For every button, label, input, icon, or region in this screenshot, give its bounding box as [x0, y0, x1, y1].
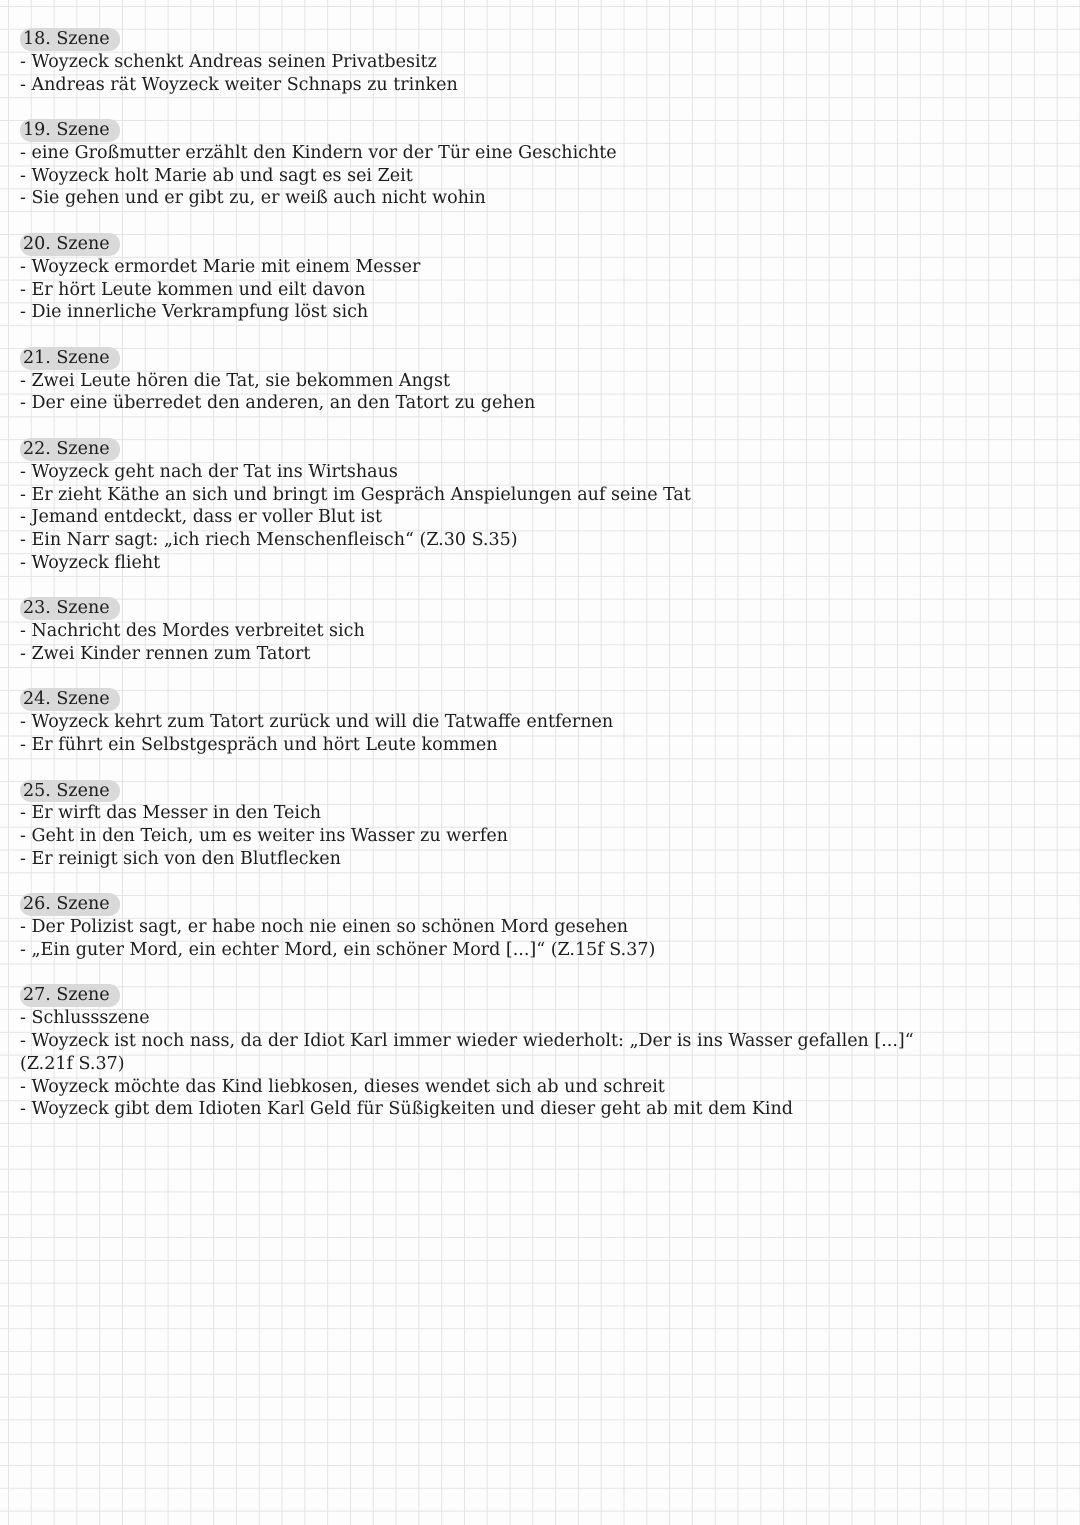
scene-bullet: - Woyzeck schenkt Andreas seinen Privatbesitz	[20, 51, 437, 72]
scene-bullet: - Woyzeck holt Marie ab und sagt es sei Zeit	[20, 165, 413, 186]
scene-bullet: - Ein Narr sagt: „ich riech Menschenfleisch“ (Z.30 S.35)	[20, 530, 518, 551]
scene-bullet: - Er wirft das Messer in den Teich	[20, 803, 322, 824]
notes-page	[20, 28, 1060, 1144]
scene-bullet: - Der eine überredet den anderen, an den Tatort zu gehen	[20, 393, 536, 414]
scene-bullet: - Nachricht des Mordes verbreitet sich	[20, 621, 365, 642]
scene-21	[20, 347, 1060, 415]
scene-bullet: - Er zieht Käthe an sich und bringt im Gespräch Anspielungen auf seine Tat	[20, 484, 691, 505]
scene-bullet: - Jemand entdeckt, dass er voller Blut ist	[20, 507, 382, 528]
scene-heading: 23. Szene	[20, 597, 120, 620]
scene-bullet: - Woyzeck ermordet Marie mit einem Messer	[20, 256, 421, 277]
scene-18	[20, 28, 1060, 96]
scene-bullet: - Er führt ein Selbstgespräch und hört Leute kommen	[20, 735, 498, 756]
scene-bullet: - Er reinigt sich von den Blutflecken	[20, 848, 341, 869]
scene-bullet: - Sie gehen und er gibt zu, er weiß auch nicht wohin	[20, 188, 486, 209]
scene-bullet: - Er hört Leute kommen und eilt davon	[20, 279, 366, 300]
scene-heading: 25. Szene	[20, 780, 120, 803]
scene-20	[20, 233, 1060, 324]
scene-heading: 20. Szene	[20, 233, 120, 256]
scene-bullet: - „Ein guter Mord, ein echter Mord, ein schöner Mord [...]“ (Z.15f S.37)	[20, 940, 656, 960]
scene-26	[20, 893, 1060, 961]
scene-27	[20, 984, 1060, 1121]
scene-22	[20, 438, 1060, 575]
scene-24	[20, 688, 1060, 756]
scene-bullet: - Woyzeck ist noch nass, da der Idiot Karl immer wieder wiederholt: „Der is ins Wasser gefallen [...]“ (Z.21f S.37)	[20, 1031, 914, 1074]
scene-bullet: - Zwei Kinder rennen zum Tatort	[20, 643, 311, 664]
scene-bullet: - Die innerliche Verkrampfung löst sich	[20, 302, 369, 323]
scene-bullet: - eine Großmutter erzählt den Kindern vor der Tür eine Geschichte	[20, 142, 617, 163]
scene-bullet: - Woyzeck geht nach der Tat ins Wirtshaus	[20, 461, 398, 482]
scene-bullet: - Zwei Leute hören die Tat, sie bekommen Angst	[20, 370, 451, 391]
scene-bullet: - Schlussszene	[20, 1008, 150, 1029]
scene-bullet: - Woyzeck kehrt zum Tatort zurück und will die Tatwaffe entfernen	[20, 712, 614, 733]
scene-bullet: - Der Polizist sagt, er habe noch nie einen so schönen Mord gesehen	[20, 917, 629, 938]
scene-heading: 27. Szene	[20, 984, 120, 1007]
scene-25	[20, 780, 1060, 871]
scene-heading: 24. Szene	[20, 688, 120, 711]
scene-bullet: - Geht in den Teich, um es weiter ins Wasser zu werfen	[20, 826, 508, 847]
scene-heading: 21. Szene	[20, 347, 120, 370]
scene-heading: 19. Szene	[20, 119, 120, 142]
scene-bullet: - Woyzeck möchte das Kind liebkosen, dieses wendet sich ab und schreit	[20, 1076, 665, 1097]
scene-bullet: - Woyzeck gibt dem Idioten Karl Geld für Süßigkeiten und dieser geht ab mit dem Kind	[20, 1099, 793, 1120]
scene-19	[20, 119, 1060, 210]
scene-heading: 26. Szene	[20, 893, 120, 916]
scene-23	[20, 597, 1060, 665]
scene-bullet: - Woyzeck flieht	[20, 552, 161, 573]
scene-heading: 18. Szene	[20, 28, 120, 51]
scene-heading: 22. Szene	[20, 438, 120, 461]
scene-bullet: - Andreas rät Woyzeck weiter Schnaps zu trinken	[20, 74, 458, 95]
